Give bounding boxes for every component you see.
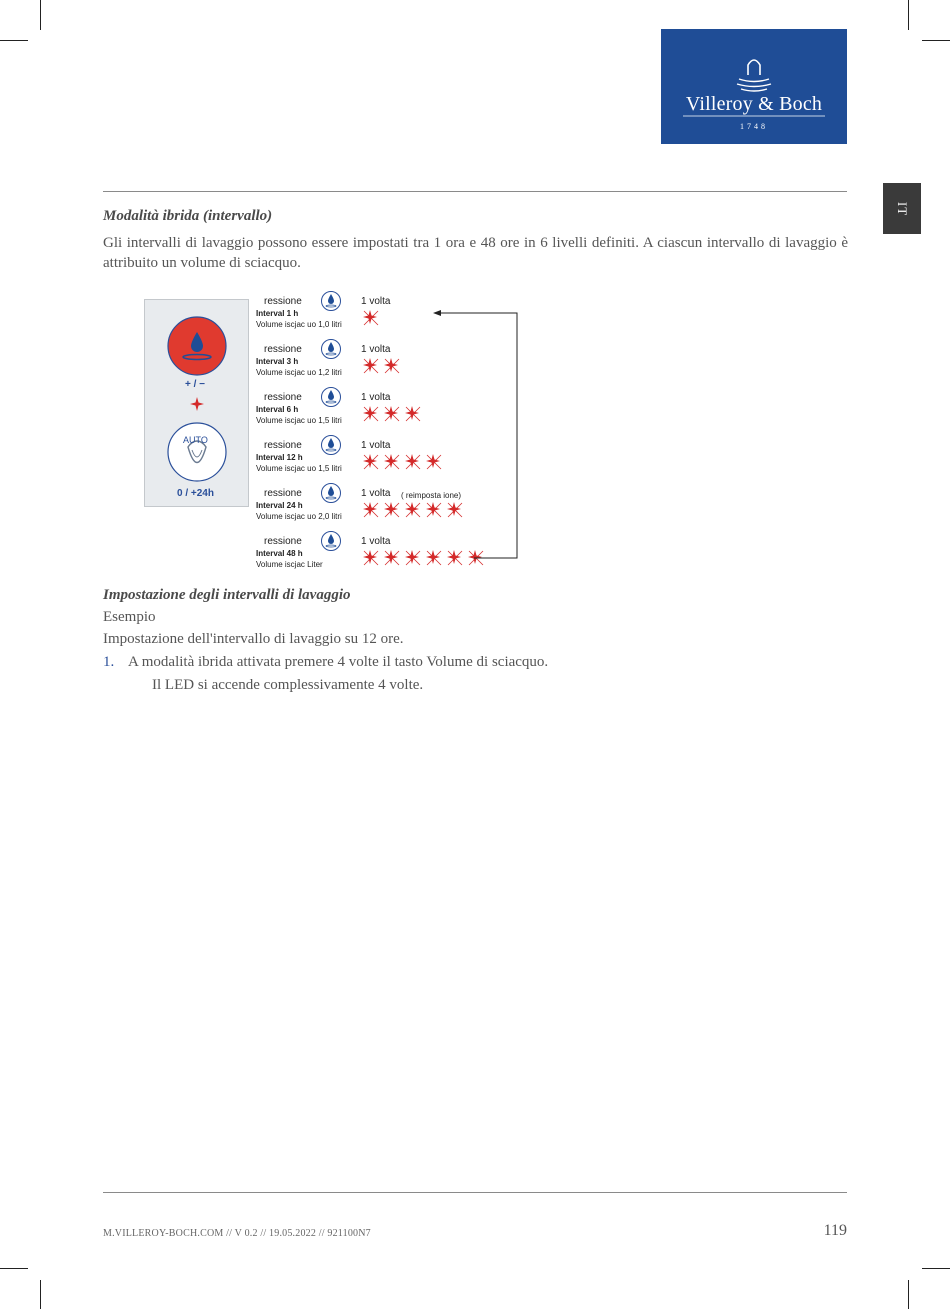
volume-button-icon (320, 338, 342, 360)
led-blink-icon (362, 405, 380, 423)
page-number: 119 (823, 1222, 847, 1239)
crop-mark (0, 1268, 28, 1269)
crop-mark (0, 40, 28, 41)
row-count-label: 1 volta (361, 536, 391, 547)
row-count-label: 1 volta (361, 488, 391, 499)
led-blink-icon (383, 405, 401, 423)
row-press-label: ressione (264, 488, 302, 499)
led-blink-icon (446, 549, 464, 567)
row-interval-label: Interval 24 h (256, 501, 303, 510)
row-press-label: ressione (264, 296, 302, 307)
timer-label: 0 / +24h (177, 488, 214, 499)
row-volume-label: Volume iscjac uo 1,2 litri (256, 368, 342, 377)
volume-button-icon (320, 386, 342, 408)
logo-year-text: 1748 (740, 122, 768, 131)
crop-mark (922, 40, 950, 41)
led-blink-icon (383, 357, 401, 375)
led-blink-icon (362, 357, 380, 375)
led-blink-icon (404, 405, 422, 423)
logo-brand-text: Villeroy & Boch (685, 93, 823, 115)
led-blink-icon (467, 549, 485, 567)
led-blink-icon (362, 501, 380, 519)
led-blink-icon (404, 453, 422, 471)
brand-logo (661, 29, 847, 144)
led-blink-icon (383, 453, 401, 471)
volume-button-icon (320, 290, 342, 312)
row-volume-label: Volume iscjac Liter (256, 560, 323, 569)
row-count-label: 1 volta (361, 392, 391, 403)
crop-mark (40, 0, 41, 30)
led-blink-icon (446, 501, 464, 519)
led-blink-icon (404, 501, 422, 519)
section-title: Modalità ibrida (intervallo) (103, 208, 273, 224)
row-count-label: 1 volta (361, 440, 391, 451)
row-interval-label: Interval 3 h (256, 357, 299, 366)
volume-button-icon (320, 482, 342, 504)
bottom-divider (103, 1192, 847, 1193)
interval-diagram (143, 288, 523, 573)
control-panel (144, 299, 249, 507)
led-blink-icon (383, 549, 401, 567)
row-press-label: ressione (264, 536, 302, 547)
led-blink-icon (383, 501, 401, 519)
led-blink-icon (362, 453, 380, 471)
row-interval-label: Interval 12 h (256, 453, 303, 462)
language-tab (883, 183, 921, 234)
language-tab-label: IT (895, 201, 910, 216)
row-volume-label: Volume iscjac uo 1,0 litri (256, 320, 342, 329)
row-interval-label: Interval 6 h (256, 405, 299, 414)
row-press-label: ressione (264, 392, 302, 403)
step-number: 1. (103, 654, 115, 670)
row-count-label: 1 volta (361, 296, 391, 307)
row-press-label: ressione (264, 440, 302, 451)
auto-button-icon (168, 423, 226, 481)
row-volume-label: Volume iscjac uo 1,5 litri (256, 464, 342, 473)
led-blink-icon (362, 309, 380, 327)
step-result: Il LED si accende complessivamente 4 volte. (152, 677, 424, 693)
row-press-label: ressione (264, 344, 302, 355)
row-interval-label: Interval 1 h (256, 309, 299, 318)
plus-minus-label: + / − (185, 379, 206, 390)
top-divider (103, 191, 847, 192)
crop-mark (922, 1268, 950, 1269)
led-blink-icon (425, 501, 443, 519)
row-volume-label: Volume iscjac uo 1,5 litri (256, 416, 342, 425)
led-blink-icon (404, 549, 422, 567)
led-blink-icon (425, 453, 443, 471)
example-text: Impostazione dell'intervallo di lavaggio su 12 ore. (103, 631, 404, 647)
volume-button-icon (320, 530, 342, 552)
auto-label: AUTO (183, 435, 208, 445)
subsection-title: Impostazione degli intervalli di lavaggio (103, 587, 351, 603)
crop-mark (40, 1280, 41, 1309)
example-label: Esempio (103, 609, 156, 625)
row-interval-label: Interval 48 h (256, 549, 303, 558)
led-blink-icon (425, 549, 443, 567)
row-note-label: ( reimposta ione) (401, 491, 462, 500)
volume-button-icon (320, 434, 342, 456)
crop-mark (908, 1280, 909, 1309)
row-count-label: 1 volta (361, 344, 391, 355)
intro-paragraph: Gli intervalli di lavaggio possono essere impostati tra 1 ora e 48 ore in 6 livelli definiti. A ciascun intervallo di lavaggio è attribuito un volume di sciacquo. (103, 235, 848, 271)
row-volume-label: Volume iscjac uo 2,0 litri (256, 512, 342, 521)
led-blink-icon (362, 549, 380, 567)
led-indicator-icon (189, 396, 205, 412)
crop-mark (908, 0, 909, 30)
footer-info: M.VILLEROY-BOCH.COM // V 0.2 // 19.05.2022 // 921100N7 (103, 1228, 371, 1239)
step-text: A modalità ibrida attivata premere 4 volte il tasto Volume di sciacquo. (128, 654, 549, 670)
